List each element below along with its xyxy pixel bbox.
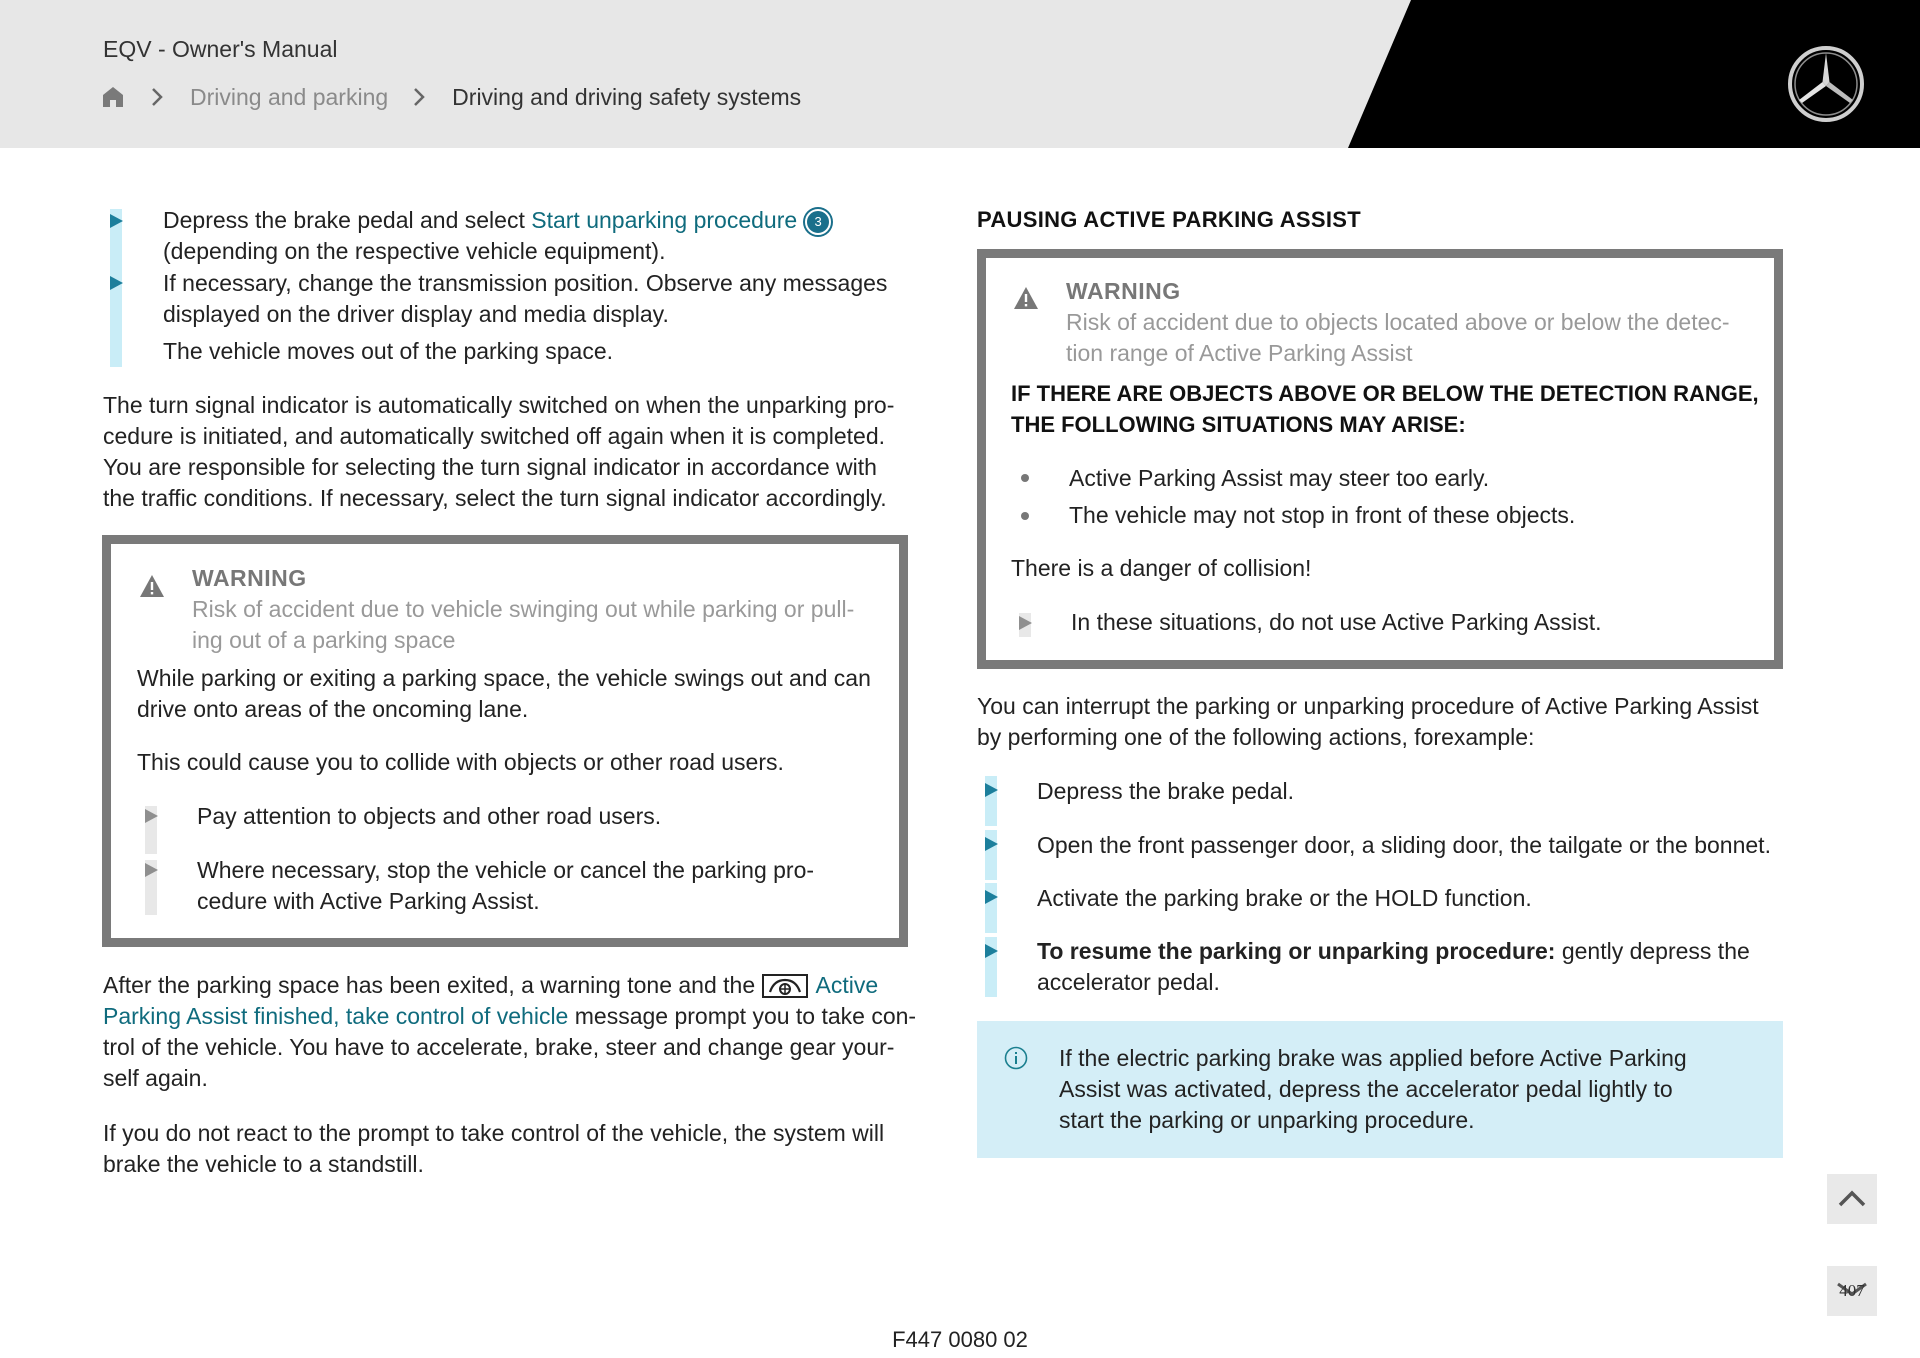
step-arrow-icon — [985, 837, 998, 851]
header-black-panel — [0, 0, 1920, 148]
warning-subtitle: Risk of accident due to objects located above or below the detec- tion range of Active Parking Assist — [1066, 309, 1730, 366]
chevron-right-icon — [408, 84, 430, 110]
breadcrumb-driving-and-parking[interactable]: Driving and parking — [190, 83, 389, 110]
step-resume: To resume the parking or unparking procedure: gently depress the accelerator pedal. — [1037, 938, 1750, 995]
home-icon[interactable] — [100, 84, 126, 110]
start-unparking-procedure-link[interactable]: Start unparking procedure — [531, 207, 798, 233]
bullet-point — [1021, 474, 1029, 482]
scroll-up-button[interactable] — [1827, 1174, 1877, 1224]
step-arrow-icon — [110, 276, 123, 290]
warning-triangle-icon — [139, 574, 165, 598]
turn-signal-paragraph: The turn signal indicator is automatically switched on when the unparking pro- cedure is initiated, and automatically switched off again when it is completed. You are responsible for selecting the turn signal indicator in accordance with the traffic conditions. If necessary, select the turn signal indicator accordingly. — [103, 392, 895, 511]
active-parking-assist-finished-link-cont[interactable]: Parking Assist finished, take control of vehicle — [103, 1003, 569, 1029]
warning-triangle-icon — [1013, 286, 1039, 310]
bullet-point — [1021, 512, 1029, 520]
info-text: If the electric parking brake was applied before Active Parking Assist was activated, depress the accelerator pedal lightly to start the parking or unparking procedure. — [1059, 1045, 1687, 1133]
step-arrow-icon — [145, 809, 158, 823]
chevron-right-icon — [146, 84, 168, 110]
parking-exited-paragraph: After the parking space has been exited, a warning tone and the Active Parking Assist finished, take control of vehicle message prompt you to take con- trol of the vehicle. You have to accelerate, brake, steer and change gear your- self again. — [103, 972, 917, 1091]
section-heading: PAUSING ACTIVE PARKING ASSIST — [977, 207, 1361, 232]
info-icon — [1004, 1046, 1028, 1070]
step-open-door: Open the front passenger door, a sliding door, the tailgate or the bonnet. — [1037, 832, 1771, 858]
active-parking-assist-finished-link[interactable]: Active — [815, 972, 879, 998]
document-title: EQV - Owner's Manual — [103, 36, 338, 62]
warning-title: WARNING — [192, 565, 307, 591]
warning-bullet-steer-early: Active Parking Assist may steer too early. — [1069, 465, 1490, 491]
step-depress-brake: Depress the brake pedal. — [1037, 778, 1294, 804]
chevron-up-icon — [1827, 1174, 1877, 1224]
step-arrow-icon — [985, 890, 998, 904]
mercedes-star-logo — [1786, 44, 1866, 124]
step-activate-brake: Activate the parking brake or the HOLD function. — [1037, 885, 1532, 911]
warning-title: WARNING — [1066, 278, 1181, 304]
warning-step-stop-vehicle: Where necessary, stop the vehicle or cancel the parking pro- cedure with Active Parking Assist. — [197, 857, 815, 914]
warning-caps-heading: IF THERE ARE OBJECTS ABOVE OR BELOW THE DETECTION RANGE, THE FOLLOWING SITUATIONS MAY ARISE: — [1011, 381, 1759, 437]
warning-body-collide: This could cause you to collide with objects or other road users. — [137, 749, 784, 775]
warning-step-pay-attention: Pay attention to objects and other road users. — [197, 803, 662, 829]
step-arrow-icon — [985, 944, 998, 958]
footer-document-code: F447 0080 02 — [892, 1327, 1028, 1352]
step-number-badge: 3 — [805, 209, 831, 235]
active-parking-assist-icon — [762, 974, 808, 998]
warning-body-swing: While parking or exiting a parking space, the vehicle swings out and can drive onto areas of the oncoming lane. — [137, 665, 871, 722]
step-arrow-icon — [110, 214, 123, 228]
warning-subtitle: Risk of accident due to vehicle swinging out while parking or pull- ing out of a parking space — [192, 596, 855, 653]
step-select-unparking: Depress the brake pedal and select Start unparking procedure 3 (depending on the respective vehicle equipment). — [163, 205, 831, 267]
breadcrumb-current-page: Driving and driving safety systems — [452, 83, 802, 110]
no-reaction-paragraph: If you do not react to the prompt to take control of the vehicle, the system will brake the vehicle to a standstill. — [103, 1120, 885, 1177]
breadcrumb — [100, 80, 801, 114]
warning-danger: There is a danger of collision! — [1011, 555, 1312, 581]
step-arrow-icon — [145, 863, 158, 877]
step-result: The vehicle moves out of the parking space. — [163, 338, 614, 364]
step-arrow-icon — [985, 783, 998, 797]
step-arrow-icon — [1019, 616, 1032, 630]
step-change-transmission: If necessary, change the transmission position. Observe any messages displayed on the driver display and media display. — [163, 270, 888, 327]
warning-bullet-not-stop: The vehicle may not stop in front of these objects. — [1069, 502, 1576, 528]
warning-step-do-not-use: In these situations, do not use Active Parking Assist. — [1071, 609, 1602, 635]
page-number: 407 — [1839, 1281, 1865, 1300]
interrupt-intro: You can interrupt the parking or unparking procedure of Active Parking Assist by performing one of the following actions, forexample: — [977, 693, 1759, 750]
